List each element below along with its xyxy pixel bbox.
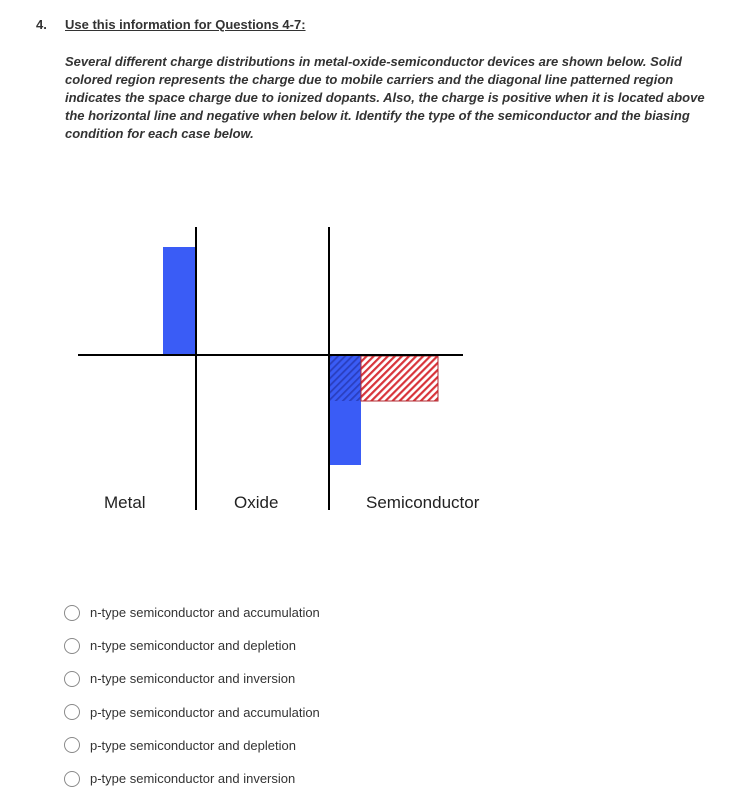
- metal-label: Metal: [104, 493, 146, 512]
- answer-option-label: n-type semiconductor and accumulation: [90, 605, 320, 621]
- answer-option[interactable]: [64, 629, 320, 662]
- metal-positive-charge: [163, 247, 196, 355]
- radio-button[interactable]: [64, 737, 80, 753]
- question-heading: Use this information for Questions 4-7:: [65, 17, 306, 32]
- answer-option[interactable]: [64, 662, 320, 695]
- answer-option-label: n-type semiconductor and inversion: [90, 671, 296, 687]
- answer-options: [64, 596, 320, 795]
- answer-option-label: p-type semiconductor and accumulation: [90, 704, 320, 720]
- radio-button[interactable]: [64, 671, 80, 687]
- semiconductor-space-charge-overlap: [329, 356, 361, 401]
- radio-button[interactable]: [64, 771, 80, 787]
- semiconductor-space-charge: [361, 356, 438, 401]
- radio-button[interactable]: [64, 605, 80, 621]
- answer-option-label: n-type semiconductor and depletion: [90, 638, 296, 654]
- oxide-label: Oxide: [234, 493, 279, 512]
- semiconductor-label: Semiconductor: [366, 493, 480, 512]
- answer-option-label: p-type semiconductor and depletion: [90, 737, 296, 753]
- question-body: Several different charge distributions in metal-oxide-semiconductor devices are shown below. Solid colored region represents the charge due to mobile carriers and the diagonal line patterned region indicates the space charge due to ionized dopants. Also, the charge is positive when it is located above the horizontal line and negative when below it. Identify the type of the semiconductor and the biasing condition for each case below.: [65, 54, 705, 141]
- answer-option[interactable]: [64, 729, 320, 762]
- question-number: 4.: [36, 17, 47, 32]
- radio-button[interactable]: [64, 704, 80, 720]
- answer-option[interactable]: [64, 596, 320, 629]
- answer-option-label: p-type semiconductor and inversion: [90, 771, 296, 787]
- answer-option[interactable]: [64, 696, 320, 729]
- answer-option[interactable]: [64, 762, 320, 795]
- radio-button[interactable]: [64, 638, 80, 654]
